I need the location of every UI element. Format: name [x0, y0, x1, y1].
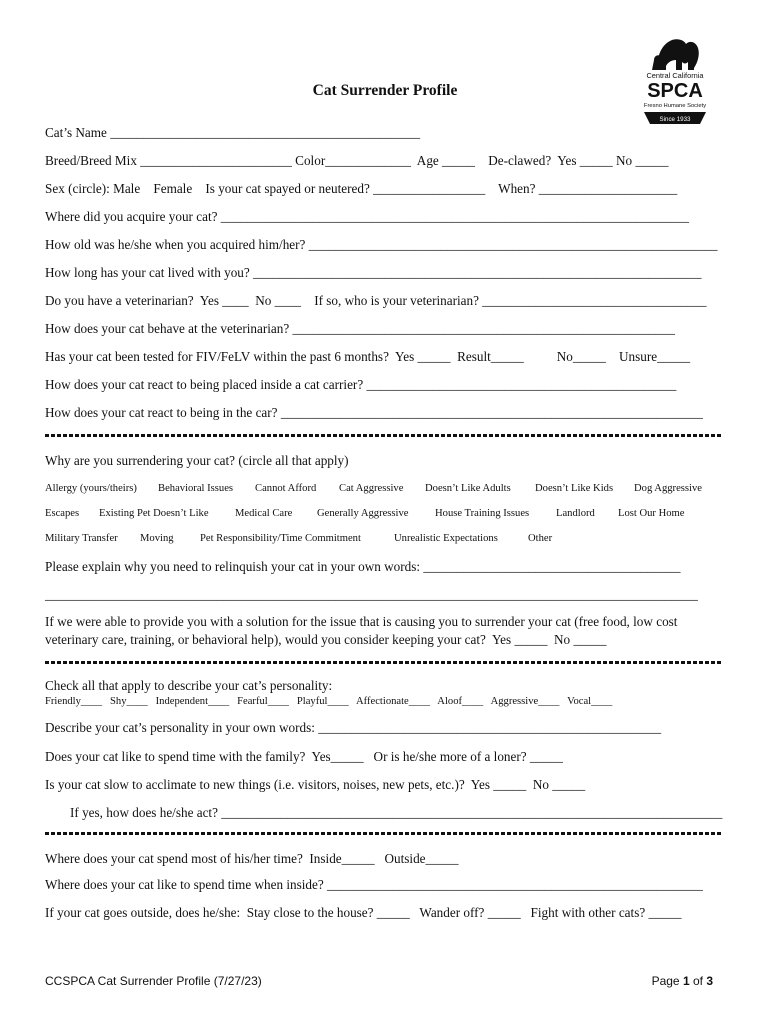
personality-describe-field[interactable]: Describe your cat’s personality in your own words: ____________________________________________________ [45, 720, 662, 735]
page-total: 3 [706, 974, 713, 988]
lived-with-field[interactable]: How long has your cat lived with you? ____________________________________________________________________ [45, 265, 702, 280]
logo-line3: Fresno Humane Society [643, 103, 707, 109]
reason-option[interactable]: Military Transfer [45, 533, 118, 544]
breed-line[interactable]: Breed/Breed Mix _______________________ Color_____________ Age _____ De-clawed? Yes _____ No _____ [45, 153, 669, 168]
logo-since: Since 1933 [659, 116, 691, 123]
reason-option[interactable]: Dog Aggressive [634, 483, 702, 494]
logo-spca: SPCA [647, 80, 703, 102]
acquired-age-field[interactable]: How old was he/she when you acquired him/her? ______________________________________________________________ [45, 237, 718, 252]
solution-question: If we were able to provide you with a solution for the issue that is causing you to surrender your cat (free food, low cost [45, 614, 678, 629]
reason-option[interactable]: Existing Pet Doesn’t Like [99, 508, 209, 519]
time-spent-line[interactable]: Where does your cat spend most of his/her time? Inside_____ Outside_____ [45, 851, 459, 866]
page-prefix: Page [651, 974, 683, 988]
solution-answer-line[interactable]: veterinary care, training, or behavioral help), would you consider keeping your cat? Yes _____ No _____ [45, 632, 607, 647]
reason-option[interactable]: Cat Aggressive [339, 483, 404, 494]
reason-option[interactable]: Unrealistic Expectations [394, 533, 498, 544]
personality-heading: Check all that apply to describe your cat’s personality: [45, 678, 333, 693]
ccspca-logo [636, 34, 714, 128]
personality-checklist[interactable]: Friendly____ Shy____ Independent____ Fearful____ Playful____ Affectionate____ Aloof____ Aggressive____ Vocal____ [45, 696, 613, 707]
reason-option[interactable]: Generally Aggressive [317, 508, 409, 519]
reason-option[interactable]: Cannot Afford [255, 483, 317, 494]
acclimate-act-field[interactable]: If yes, how does he/she act? ____________________________________________________________________________ [70, 805, 723, 820]
reason-option[interactable]: Behavioral Issues [158, 483, 234, 494]
acquired-where-field[interactable]: Where did you acquire your cat? _______________________________________________________________________ [45, 209, 689, 224]
reason-option[interactable]: Doesn’t Like Kids [535, 483, 614, 494]
reason-option[interactable]: House Training Issues [435, 508, 530, 519]
relinquish-explain-field[interactable]: Please explain why you need to relinquish your cat in your own words: _______________________________________ [45, 559, 681, 574]
reason-option[interactable]: Landlord [556, 508, 595, 519]
logo-line1: Central California [646, 71, 704, 80]
footer-page-number [652, 974, 713, 988]
reason-option[interactable]: Medical Care [235, 508, 293, 519]
reason-option[interactable]: Doesn’t Like Adults [425, 483, 511, 494]
reason-option[interactable]: Escapes [45, 508, 80, 519]
reason-option[interactable]: Lost Our Home [618, 508, 685, 519]
acclimate-line[interactable]: Is your cat slow to acclimate to new things (i.e. visitors, noises, new pets, etc.)? Yes _____ No _____ [45, 777, 586, 792]
section-divider [45, 661, 723, 664]
relinquish-explain-continued[interactable]: ___________________________________________________________________________________________________ [45, 587, 698, 602]
section-divider [45, 832, 723, 835]
section-divider [45, 434, 723, 437]
page-title: Cat Surrender Profile [312, 82, 458, 99]
page-of: of [689, 974, 707, 988]
sex-spay-line[interactable]: Sex (circle): Male Female Is your cat spayed or neutered? _________________ When? _____________________ [45, 181, 678, 196]
page-current: 1 [682, 974, 690, 988]
reason-option[interactable]: Moving [140, 533, 174, 544]
surrender-reasons-heading: Why are you surrendering your cat? (circle all that apply) [45, 453, 349, 468]
fiv-felv-line[interactable]: Has your cat been tested for FIV/FeLV within the past 6 months? Yes _____ Result_____ No_____ Unsure_____ [45, 349, 691, 364]
veterinarian-line[interactable]: Do you have a veterinarian? Yes ____ No ____ If so, who is your veterinarian? __________________________________ [45, 293, 707, 308]
reason-option[interactable]: Pet Responsibility/Time Commitment [200, 533, 361, 544]
reason-option[interactable]: Other [528, 533, 553, 544]
logo-graphic [636, 34, 714, 128]
reason-option[interactable]: Allergy (yours/theirs) [45, 483, 137, 494]
cat-name-field[interactable]: Cat’s Name _______________________________________________ [45, 125, 421, 140]
car-reaction-field[interactable]: How does your cat react to being in the car? ________________________________________________________________ [45, 405, 703, 420]
carrier-reaction-field[interactable]: How does your cat react to being placed inside a cat carrier? _______________________________________________ [45, 377, 677, 392]
footer-doc-title: CCSPCA Cat Surrender Profile (7/27/23) [45, 974, 262, 988]
family-time-line[interactable]: Does your cat like to spend time with the family? Yes_____ Or is he/she more of a loner? _____ [45, 749, 563, 764]
vet-behavior-field[interactable]: How does your cat behave at the veterinarian? __________________________________________________________ [45, 321, 675, 336]
inside-time-field[interactable]: Where does your cat like to spend time when inside? _________________________________________________________ [45, 877, 703, 892]
outside-behavior-line[interactable]: If your cat goes outside, does he/she: Stay close to the house? _____ Wander off? _____ Fight with other cats? _____ [45, 905, 682, 920]
